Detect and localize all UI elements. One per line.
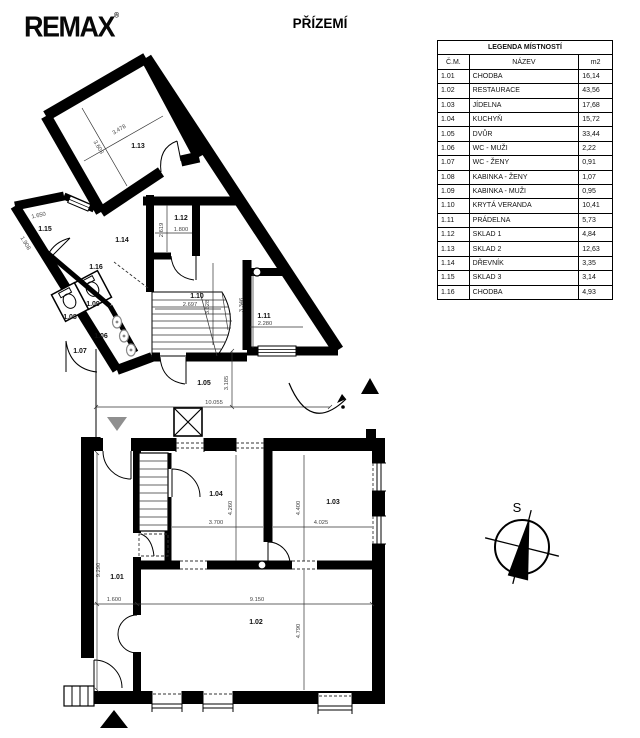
- room-name: DVŮR: [469, 127, 579, 141]
- dim-label: 4.400: [296, 500, 302, 516]
- window: [371, 516, 386, 544]
- room-area: 3,14: [579, 271, 613, 285]
- dim-label: 10.055: [205, 400, 223, 406]
- room-name: CHODBA: [469, 285, 579, 299]
- room-label-1-12: 1.12: [174, 215, 188, 222]
- gate-arrow-head: [337, 394, 346, 403]
- door-arc: [45, 141, 196, 384]
- room-label-1-06: 1.06: [94, 333, 108, 340]
- room-label-1-11: 1.11: [257, 313, 271, 320]
- window: [258, 346, 296, 356]
- room-number: 1.06: [438, 141, 470, 155]
- dim-label: 3.185: [224, 375, 230, 391]
- room-label-1-02: 1.02: [249, 619, 263, 626]
- room-name: SKLAD 2: [469, 242, 579, 256]
- dim-label: 9.290: [96, 562, 102, 578]
- room-label-1-09: 1.09: [86, 301, 100, 308]
- legend-title: LEGENDA MÍSTNOSTÍ: [438, 41, 613, 55]
- entrance-triangle: [100, 710, 128, 728]
- room-name: CHODBA: [469, 69, 579, 83]
- room-area: 3,35: [579, 256, 613, 270]
- room-area: 16,14: [579, 69, 613, 83]
- door-opening: [80, 658, 95, 690]
- wall: [15, 196, 64, 206]
- room-area: 0,91: [579, 156, 613, 170]
- room-number: 1.03: [438, 98, 470, 112]
- column: [258, 561, 266, 569]
- col-header-number: Č.M.: [438, 55, 470, 69]
- trademark-mark: ®: [114, 12, 120, 20]
- room-number: 1.02: [438, 84, 470, 98]
- dim-label: 2.697: [182, 302, 198, 308]
- dim-label: 3.478: [111, 123, 128, 137]
- room-number: 1.11: [438, 213, 470, 227]
- room-name: KABINKA - ŽENY: [469, 170, 579, 184]
- dim-label: 9.150: [249, 597, 265, 603]
- room-label-1-13: 1.13: [131, 143, 145, 150]
- room-label-1-10: 1.10: [190, 293, 204, 300]
- dim-label: 3.346: [239, 297, 245, 313]
- room-name: WC - ŽENY: [469, 156, 579, 170]
- dim-label: 3.700: [208, 520, 224, 526]
- col-header-name: NÁZEV: [469, 55, 579, 69]
- wall-nub: [366, 429, 376, 438]
- gate-swing-arc: [289, 383, 346, 413]
- room-name: RESTAURACE: [469, 84, 579, 98]
- outer-walls: [88, 445, 379, 698]
- room-number: 1.04: [438, 112, 470, 126]
- window: [152, 691, 182, 712]
- room-label-1-05: 1.05: [197, 380, 211, 387]
- room-number: 1.08: [438, 170, 470, 184]
- dim-label: 4.260: [228, 500, 234, 516]
- room-label-1-03: 1.03: [326, 499, 340, 506]
- room-number: 1.15: [438, 271, 470, 285]
- room-label-1-04: 1.04: [209, 491, 223, 498]
- room-label-1-14: 1.14: [115, 237, 129, 244]
- room-area: 4,84: [579, 228, 613, 242]
- gate-post-dot: [341, 405, 345, 409]
- room-name: JÍDELNA: [469, 98, 579, 112]
- room-name: WC - MUŽI: [469, 141, 579, 155]
- dim-label: 2.280: [257, 321, 273, 327]
- column: [253, 268, 261, 276]
- dim-label: 3.628: [205, 299, 211, 315]
- room-name: SKLAD 1: [469, 228, 579, 242]
- room-area: 4,93: [579, 285, 613, 299]
- room-number: 1.13: [438, 242, 470, 256]
- room-number: 1.12: [438, 228, 470, 242]
- entrance-triangle: [361, 378, 379, 394]
- room-area: 12,63: [579, 242, 613, 256]
- dim-label: 1.650: [31, 211, 47, 221]
- room-number: 1.09: [438, 184, 470, 198]
- remax-logo-text: REMAX: [24, 11, 115, 43]
- room-number: 1.05: [438, 127, 470, 141]
- room-area: 33,44: [579, 127, 613, 141]
- room-name: DŘEVNÍK: [469, 256, 579, 270]
- entrance-steps: [64, 686, 94, 706]
- dim-label: 3.608: [91, 139, 105, 156]
- room-label-1-08: 1.08: [63, 314, 77, 321]
- room-area: 2,22: [579, 141, 613, 155]
- door-opening: [103, 437, 131, 452]
- stair-direction-line: [114, 262, 148, 288]
- dim-label: 1.908: [18, 235, 32, 252]
- room-label-1-15: 1.15: [38, 226, 52, 233]
- window: [203, 691, 233, 712]
- room-name: PRÁDELNA: [469, 213, 579, 227]
- room-number: 1.16: [438, 285, 470, 299]
- dim-label: 1.800: [173, 227, 189, 233]
- page-title: PŘÍZEMÍ: [292, 16, 348, 31]
- room-name: KABINKA - MUŽI: [469, 184, 579, 198]
- window: [176, 437, 204, 452]
- window: [236, 437, 264, 452]
- dim-label: 4.790: [296, 623, 302, 639]
- urinal: [113, 316, 136, 356]
- room-name: KUCHYŇ: [469, 112, 579, 126]
- room-area: 1,07: [579, 170, 613, 184]
- dim-label: 4.025: [313, 520, 329, 526]
- room-area: 0,95: [579, 184, 613, 198]
- room-area: 17,68: [579, 98, 613, 112]
- col-header-area: m2: [579, 55, 613, 69]
- room-number: 1.10: [438, 199, 470, 213]
- room-name: SKLAD 3: [469, 271, 579, 285]
- room-label-1-07: 1.07: [73, 348, 87, 355]
- room-number: 1.01: [438, 69, 470, 83]
- compass-label: S: [512, 500, 522, 515]
- room-number: 1.14: [438, 256, 470, 270]
- dim-label: 1.600: [106, 597, 122, 603]
- dim-label: 2.619: [159, 222, 165, 238]
- room-label-1-16: 1.16: [89, 264, 103, 271]
- chimney-symbol: [174, 408, 202, 436]
- wall: [117, 357, 152, 370]
- room-name: KRYTÁ VERANDA: [469, 199, 579, 213]
- room-number: 1.07: [438, 156, 470, 170]
- room-area: 10,41: [579, 199, 613, 213]
- room-area: 15,72: [579, 112, 613, 126]
- compass-rose: [476, 500, 568, 593]
- window: [318, 693, 352, 714]
- room-label-1-01: 1.01: [110, 574, 124, 581]
- room-area: 5,73: [579, 213, 613, 227]
- room-area: 43,56: [579, 84, 613, 98]
- wall: [46, 58, 146, 116]
- window: [371, 463, 386, 491]
- courtyard-entry-triangle: [107, 417, 127, 431]
